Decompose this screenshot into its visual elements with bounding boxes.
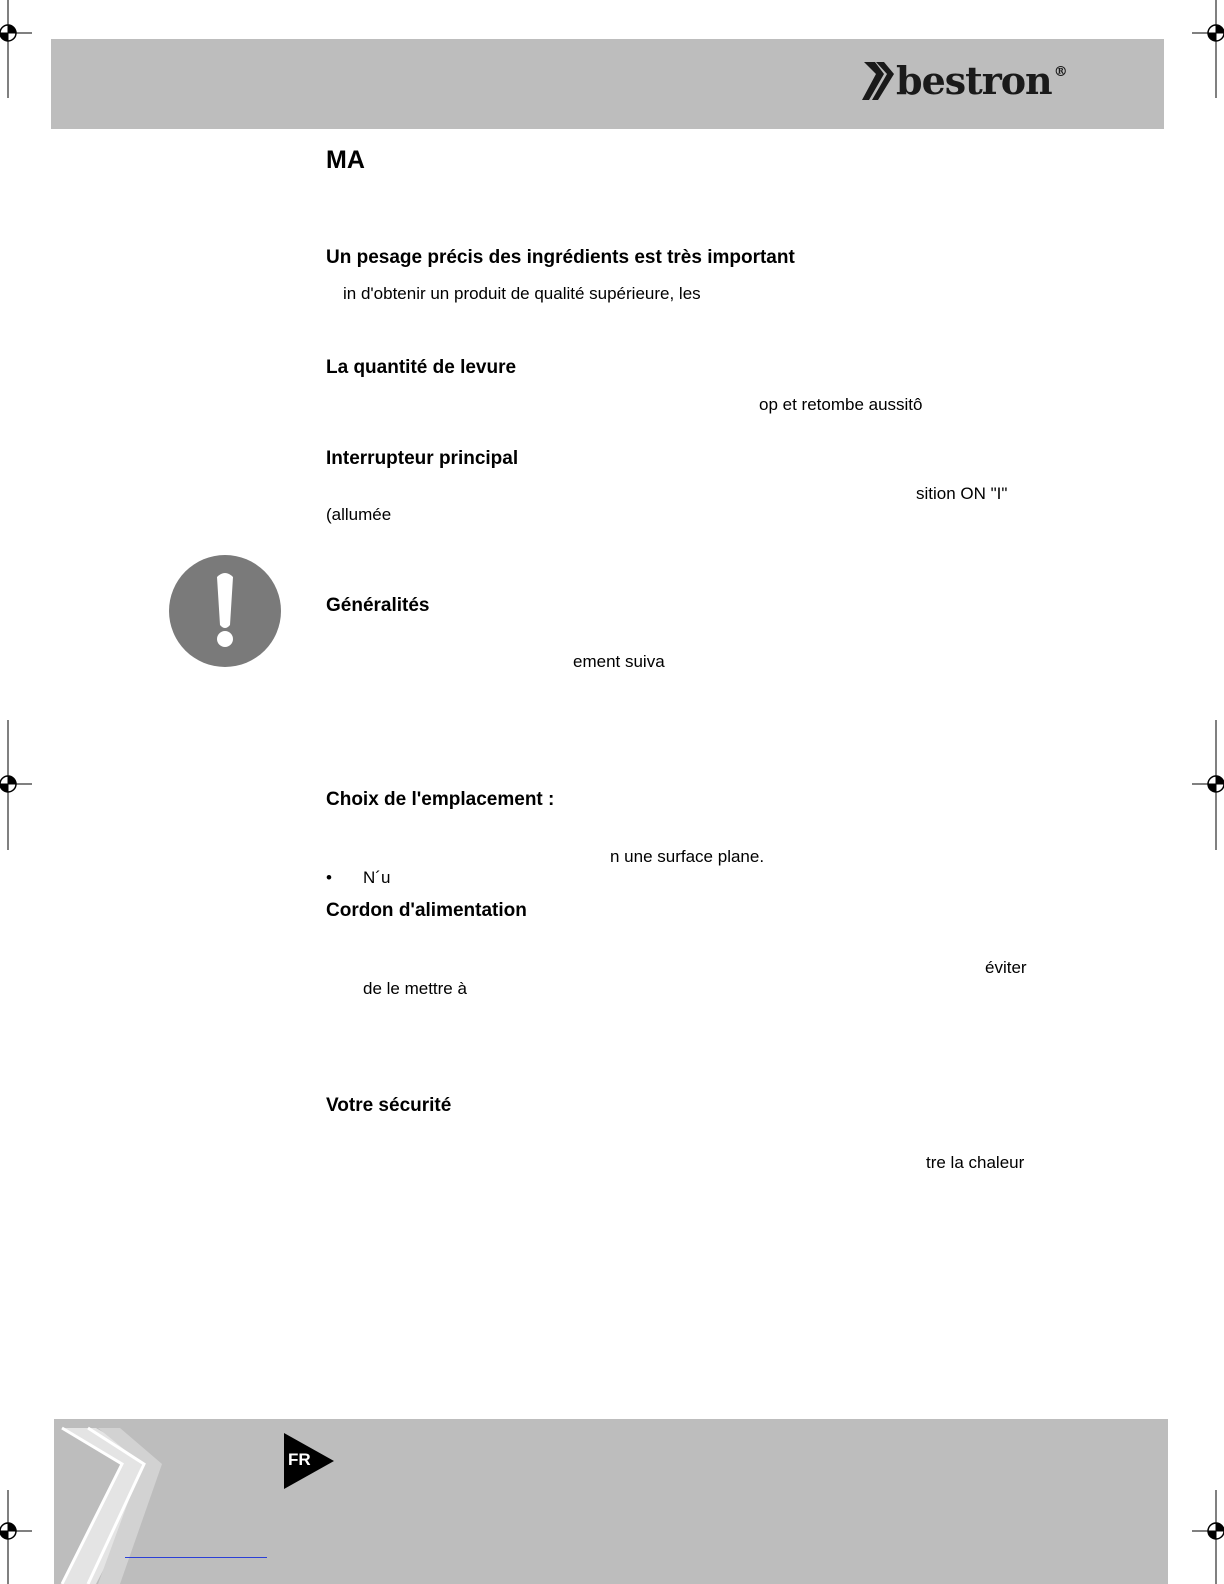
brand-name: bestron — [896, 58, 1052, 103]
section-heading-safety: Votre sécurité — [326, 1095, 452, 1116]
brand-logo-text — [896, 58, 1067, 103]
language-badge[interactable]: FR — [288, 1450, 311, 1469]
section-heading-main-switch: Interrupteur principal — [326, 448, 519, 469]
registration-mark-top-left — [0, 0, 40, 100]
section-text-power-cord-1: éviter — [985, 958, 1027, 977]
section-text-main-switch-2: (allumée — [326, 505, 392, 524]
section-heading-power-cord: Cordon d'alimentation — [326, 900, 527, 921]
footer-band — [54, 1419, 1168, 1584]
section-heading-general: Généralités — [326, 595, 430, 616]
section-text-safety: tre la chaleur — [926, 1153, 1025, 1172]
section-text-power-cord-2: de le mettre à — [363, 979, 467, 998]
registration-mark-bottom-left — [0, 1490, 40, 1584]
bullet-symbol: • — [326, 868, 332, 887]
section-heading-placement: Choix de l'emplacement : — [326, 789, 555, 810]
section-heading-weighing: Un pesage précis des ingrédients est très important — [326, 247, 795, 268]
section-text-general: ement suiva — [573, 652, 665, 671]
registration-mark-bottom-right — [1184, 1490, 1224, 1584]
double-chevron-logo-icon — [862, 62, 898, 102]
section-text-weighing: in d'obtenir un produit de qualité supérieure, les — [343, 284, 701, 303]
registration-mark-middle-right — [1184, 720, 1224, 850]
section-text-yeast: op et retombe aussitô — [759, 395, 923, 414]
double-chevron-decor-icon — [58, 1424, 164, 1584]
registration-mark-middle-left — [0, 720, 40, 850]
section-text-placement: n une surface plane. — [610, 847, 765, 866]
exclamation-warning-icon — [169, 555, 281, 667]
bullet-text: N´u — [363, 868, 391, 887]
page-title: MA — [326, 146, 365, 174]
section-text-main-switch-1: sition ON "I" — [916, 484, 1008, 503]
registered-mark: ® — [1053, 64, 1067, 80]
footer-link-underline — [125, 1557, 267, 1558]
section-heading-yeast: La quantité de levure — [326, 357, 517, 378]
registration-mark-top-right — [1184, 0, 1224, 100]
